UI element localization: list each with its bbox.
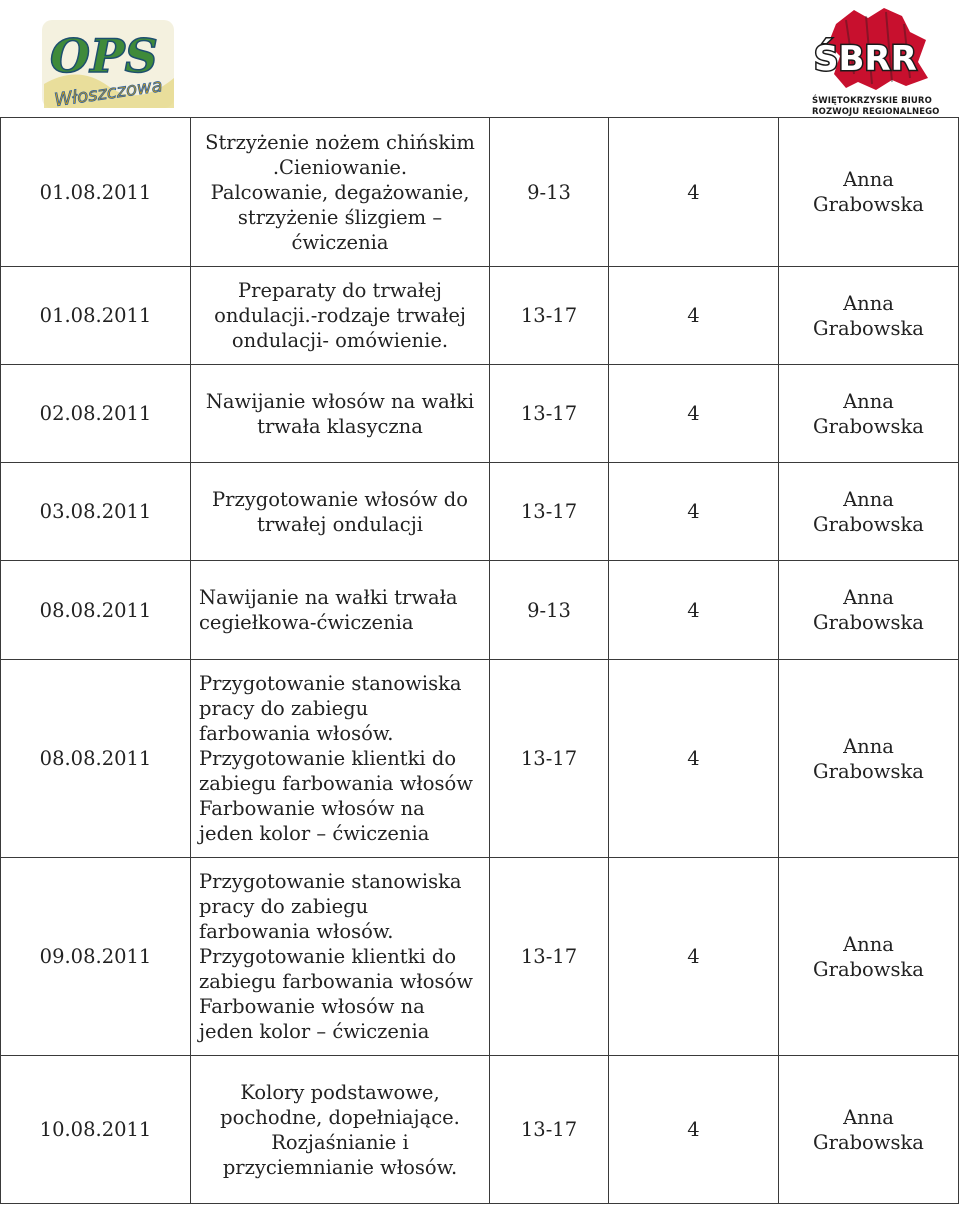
table-row: [1, 463, 959, 561]
svg-text:ŚBRR: ŚBRR: [814, 39, 917, 79]
topic-line: zabiegu farbowania włosów: [199, 970, 473, 993]
date-cell: 02.08.2011: [1, 365, 191, 463]
date-cell: 10.08.2011: [1, 1056, 191, 1204]
instructor-cell: [779, 267, 959, 365]
instructor-cell: [779, 118, 959, 267]
topic-line: Farbowanie włosów na: [199, 995, 425, 1018]
instructor-cell: [779, 858, 959, 1056]
date-cell: 01.08.2011: [1, 118, 191, 267]
time-cell: 13-17: [490, 858, 609, 1056]
topic-line: Przygotowanie klientki do: [199, 747, 457, 770]
instructor-cell: [779, 463, 959, 561]
hours-cell: 4: [609, 561, 779, 660]
instructor-cell: [779, 1056, 959, 1204]
sbrr-caption: [812, 96, 946, 118]
time-cell: 13-17: [490, 463, 609, 561]
instructor-line: Grabowska: [813, 759, 924, 783]
sbrr-logo-graphic: [806, 4, 946, 96]
ops-wloszczowa-logo: [38, 14, 178, 114]
hours-cell: 4: [609, 267, 779, 365]
time-cell: 13-17: [490, 660, 609, 858]
instructor-line: Grabowska: [813, 957, 924, 981]
instructor-line: Anna: [843, 168, 894, 191]
topic-line: ondulacji- omówienie.: [231, 329, 449, 352]
instructor-line: Anna: [843, 734, 894, 758]
svg-text:Włoszczowa: Włoszczowa: [53, 75, 164, 112]
topic-cell: [191, 365, 490, 463]
time-cell: 9-13: [490, 561, 609, 660]
instructor-line: Grabowska: [813, 193, 924, 216]
table-row: [1, 118, 959, 267]
topic-cell: [191, 463, 490, 561]
topic-line: Przygotowanie klientki do: [199, 945, 457, 968]
topic-line: Przygotowanie włosów do: [212, 487, 468, 511]
hours-cell: 4: [609, 660, 779, 858]
svg-text:OPS: OPS: [50, 29, 158, 83]
instructor-cell: [779, 660, 959, 858]
topic-line: ćwiczenia: [291, 230, 389, 254]
topic-line: Strzyżenie nożem chińskim: [205, 130, 475, 154]
topic-cell: [191, 660, 490, 858]
topic-line: Kolory podstawowe,: [240, 1080, 440, 1104]
time-cell: 9-13: [490, 118, 609, 267]
topic-line: Nawijanie włosów na wałki: [205, 389, 475, 413]
topic-line: farbowania włosów.: [199, 722, 394, 745]
instructor-line: Anna: [843, 291, 894, 315]
table-row: [1, 365, 959, 463]
topic-line: .Cieniowanie.: [272, 155, 408, 179]
ops-logo-graphic: [38, 14, 178, 114]
topic-line: zabiegu farbowania włosów: [199, 772, 473, 795]
hours-cell: 4: [609, 1056, 779, 1204]
hours-cell: 4: [609, 365, 779, 463]
topic-line: strzyżenie ślizgiem –: [237, 205, 443, 229]
instructor-line: Grabowska: [813, 611, 924, 634]
instructor-line: Anna: [843, 586, 894, 609]
date-cell: 09.08.2011: [1, 858, 191, 1056]
instructor-cell: [779, 365, 959, 463]
sbrr-caption-line: ŚWIĘTOKRZYSKIE BIURO: [812, 96, 932, 106]
hours-cell: 4: [609, 118, 779, 267]
sbrr-logo: [806, 4, 946, 118]
instructor-line: Grabowska: [813, 1130, 924, 1154]
topic-cell: [191, 1056, 490, 1204]
instructor-line: Anna: [843, 389, 894, 413]
topic-line: ondulacji.-rodzaje trwałej: [214, 304, 466, 327]
time-cell: 13-17: [490, 1056, 609, 1204]
time-cell: 13-17: [490, 267, 609, 365]
table-row: [1, 858, 959, 1056]
table-row: [1, 561, 959, 660]
topic-line: Przygotowanie stanowiska: [199, 870, 462, 893]
table-row: [1, 1056, 959, 1204]
topic-line: jeden kolor – ćwiczenia: [199, 1020, 430, 1043]
schedule-table: [0, 117, 959, 1204]
topic-line: pracy do zabiegu: [199, 895, 369, 918]
topic-line: Nawijanie na wałki trwała: [199, 586, 458, 609]
topic-line: pracy do zabiegu: [199, 697, 369, 720]
table-row: [1, 267, 959, 365]
topic-line: Farbowanie włosów na: [199, 797, 425, 820]
date-cell: 03.08.2011: [1, 463, 191, 561]
instructor-line: Grabowska: [813, 316, 924, 340]
instructor-line: Grabowska: [813, 414, 924, 438]
topic-line: przyciemnianie włosów.: [222, 1155, 458, 1179]
topic-line: Preparaty do trwałej: [238, 279, 442, 302]
topic-line: farbowania włosów.: [199, 920, 394, 943]
topic-cell: [191, 267, 490, 365]
instructor-line: Grabowska: [813, 512, 924, 536]
instructor-line: Anna: [843, 932, 894, 956]
topic-line: pochodne, dopełniające.: [220, 1105, 460, 1129]
topic-cell: [191, 858, 490, 1056]
instructor-line: Anna: [843, 1105, 894, 1129]
date-cell: 08.08.2011: [1, 561, 191, 660]
topic-line: trwałej ondulacji: [257, 512, 423, 536]
topic-line: Palcowanie, degażowanie,: [210, 180, 470, 204]
date-cell: 01.08.2011: [1, 267, 191, 365]
hours-cell: 4: [609, 858, 779, 1056]
table-row: [1, 660, 959, 858]
topic-cell: [191, 561, 490, 660]
topic-line: Przygotowanie stanowiska: [199, 672, 462, 695]
instructor-cell: [779, 561, 959, 660]
topic-line: jeden kolor – ćwiczenia: [199, 822, 430, 845]
topic-line: trwała klasyczna: [257, 414, 423, 438]
instructor-line: Anna: [843, 487, 894, 511]
hours-cell: 4: [609, 463, 779, 561]
topic-line: cegiełkowa-ćwiczenia: [199, 611, 414, 634]
date-cell: 08.08.2011: [1, 660, 191, 858]
sbrr-caption-line: ROZWOJU REGIONALNEGO: [812, 107, 940, 117]
time-cell: 13-17: [490, 365, 609, 463]
topic-cell: [191, 118, 490, 267]
topic-line: Rozjaśnianie i: [271, 1130, 409, 1154]
